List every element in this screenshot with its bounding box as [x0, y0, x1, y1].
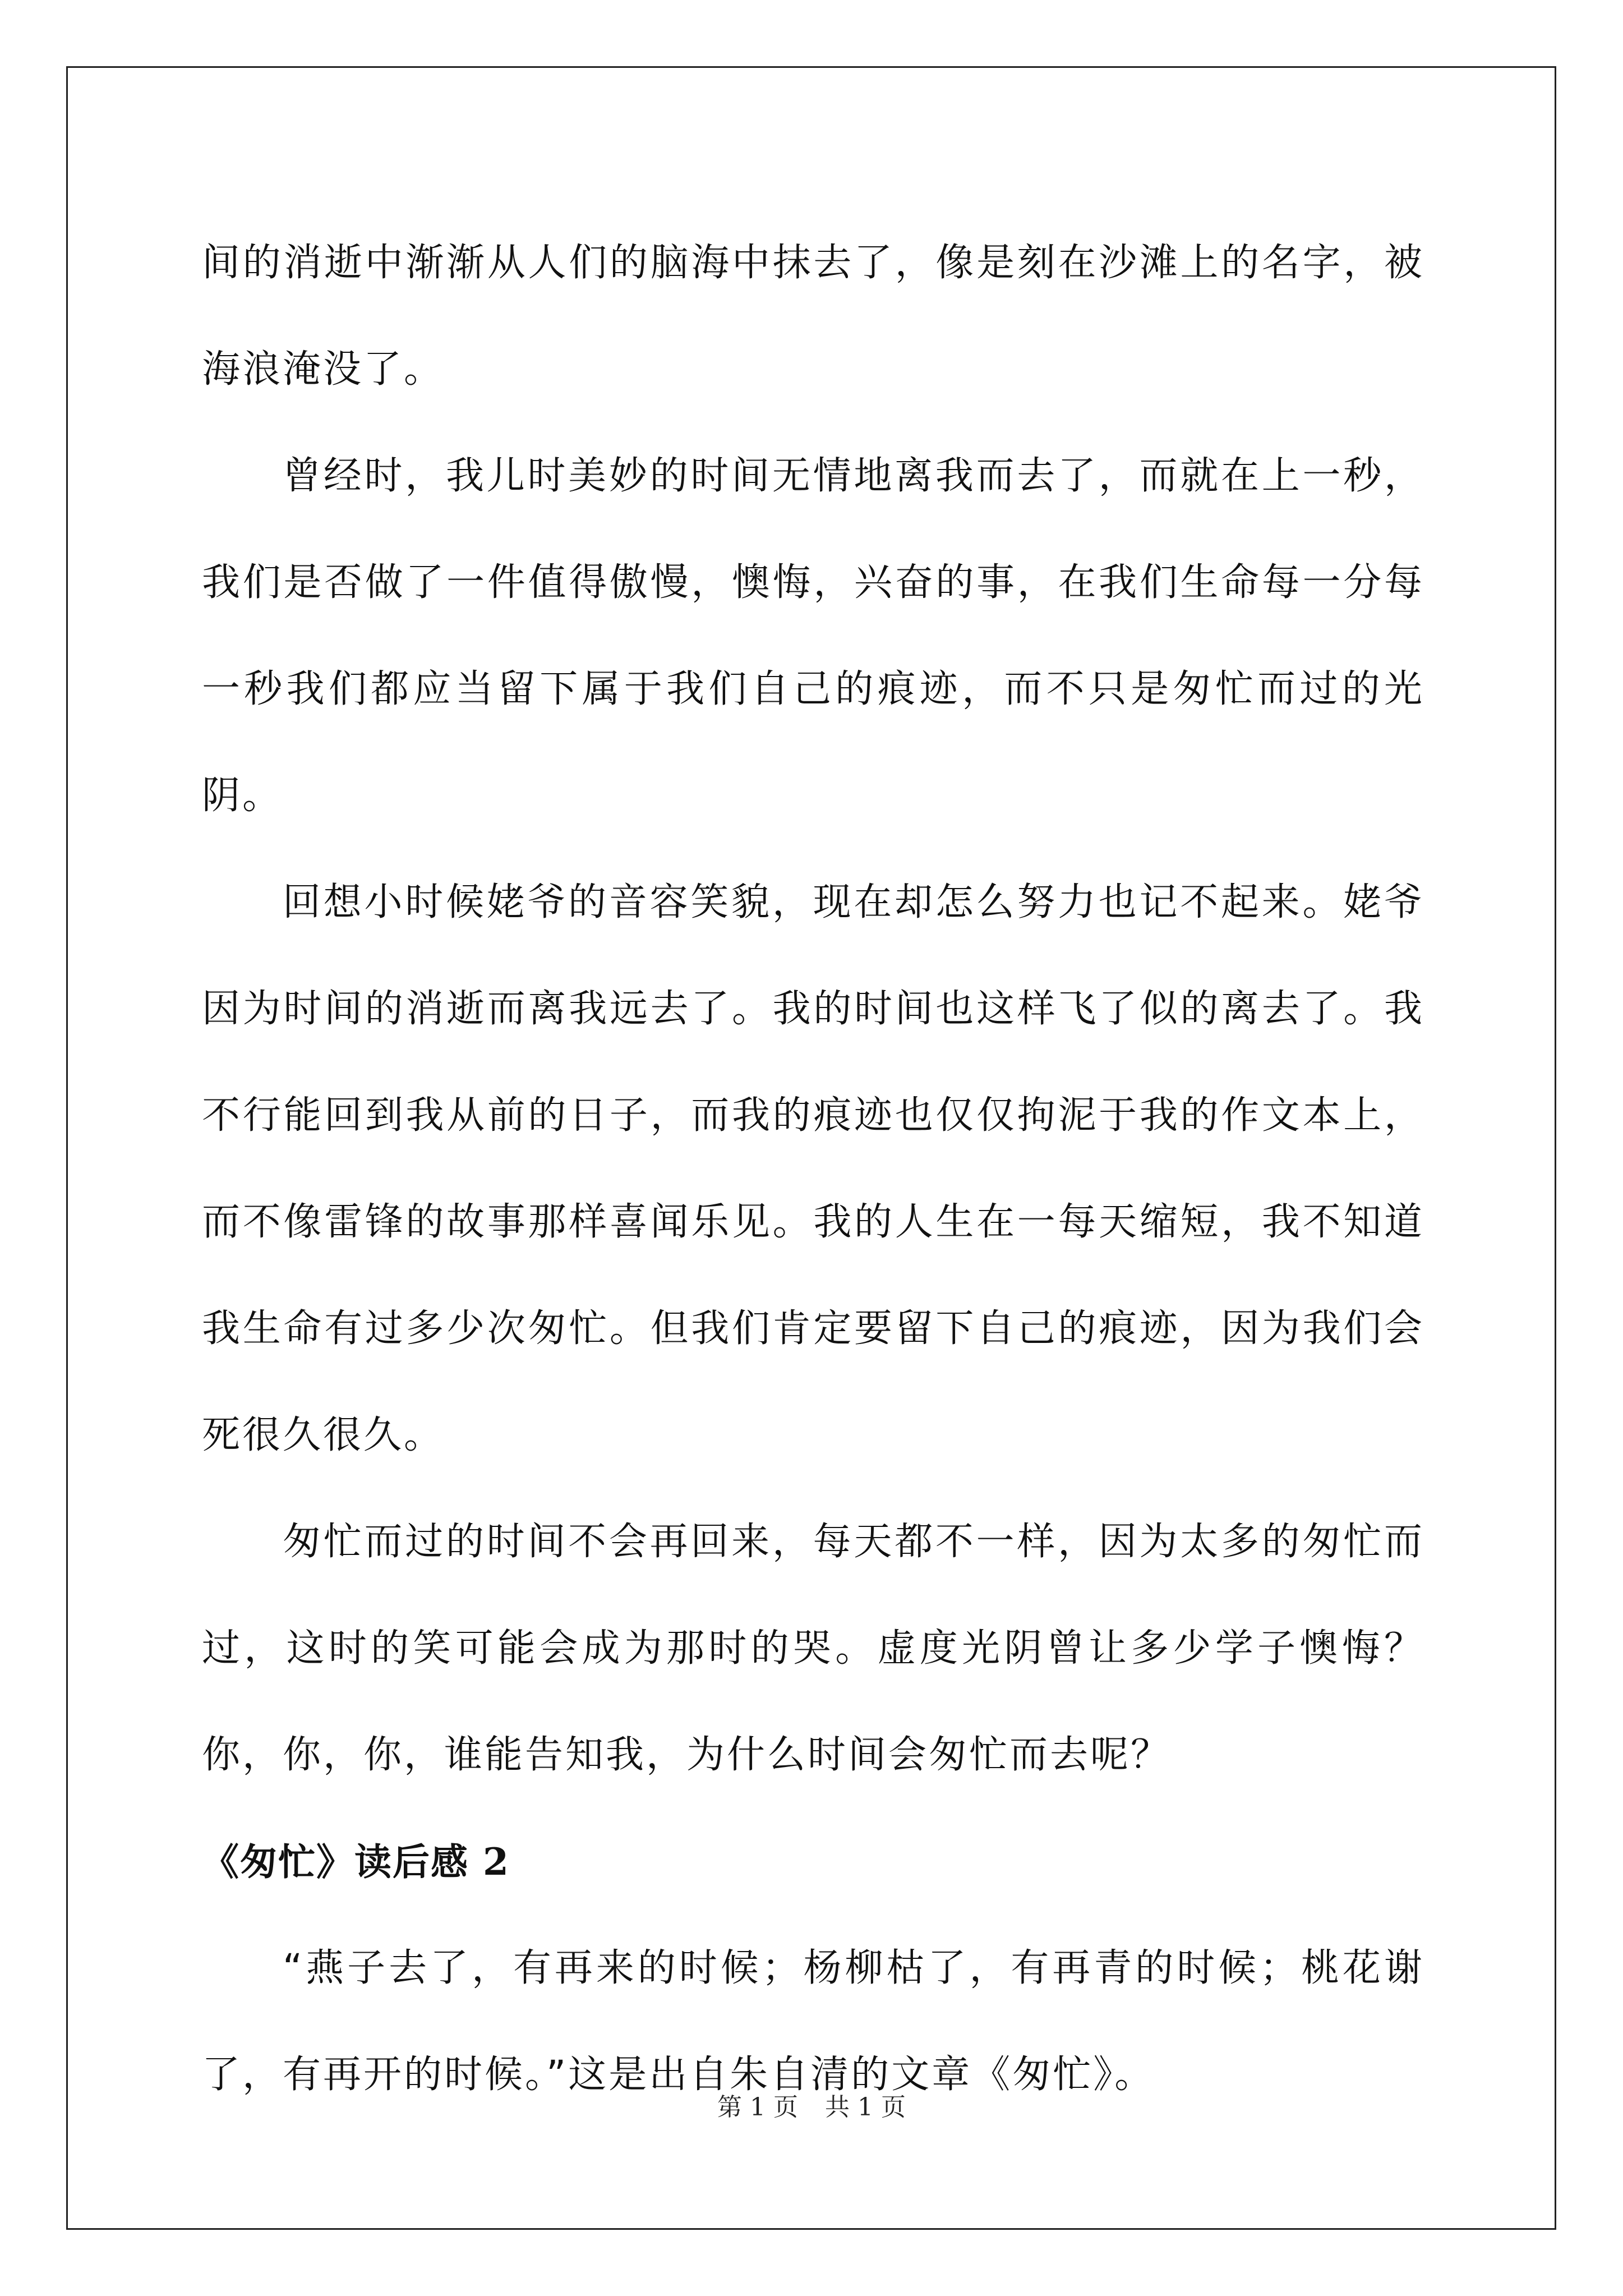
paragraph-4: 匆忙而过的时间不会再回来，每天都不一样，因为太多的匆忙而过，这时的笑可能会成为那时的哭。虚度光阴曾让多少学子懊悔？你，你，你，谁能告知我，为什么时间会匆忙而去呢？ [202, 1520, 1424, 1777]
paragraph-5: “燕子去了，有再来的时候；杨柳枯了，有再青的时候；桃花谢了，有再开的时候。”这是出自朱自清的文章《匆忙》。 [202, 1946, 1424, 2097]
paragraph-2: 曾经时，我儿时美妙的时间无情地离我而去了，而就在上一秒，我们是否做了一件值得傲慢，懊悔，兴奋的事，在我们生命每一分每一秒我们都应当留下属于我们自己的痕迹，而不只是匆忙而过的光阴。 [202, 454, 1424, 818]
paragraph-3: 回想小时候姥爷的音容笑貌，现在却怎么努力也记不起来。姥爷因为时间的消逝而离我远去了。我的时间也这样飞了似的离去了。我不行能回到我从前的日子，而我的痕迹也仅仅拘泥于我的作文本上，而不像雷锋的故事那样喜闻乐见。我的人生在一每天缩短，我不知道我生命有过多少次匆忙。但我们肯定要留下自己的痕迹，因为我们会死很久很久。 [202, 880, 1424, 1457]
page-footer [0, 2087, 1623, 2123]
page-number: 第 1 页 [717, 2093, 798, 2122]
page-total: 共 1 页 [825, 2093, 906, 2122]
section-heading: 《匆忙》读后感 2 [202, 1840, 510, 1884]
document-body [202, 210, 1424, 2128]
paragraph-1: 间的消逝中渐渐从人们的脑海中抹去了，像是刻在沙滩上的名字，被海浪淹没了。 [202, 241, 1424, 392]
